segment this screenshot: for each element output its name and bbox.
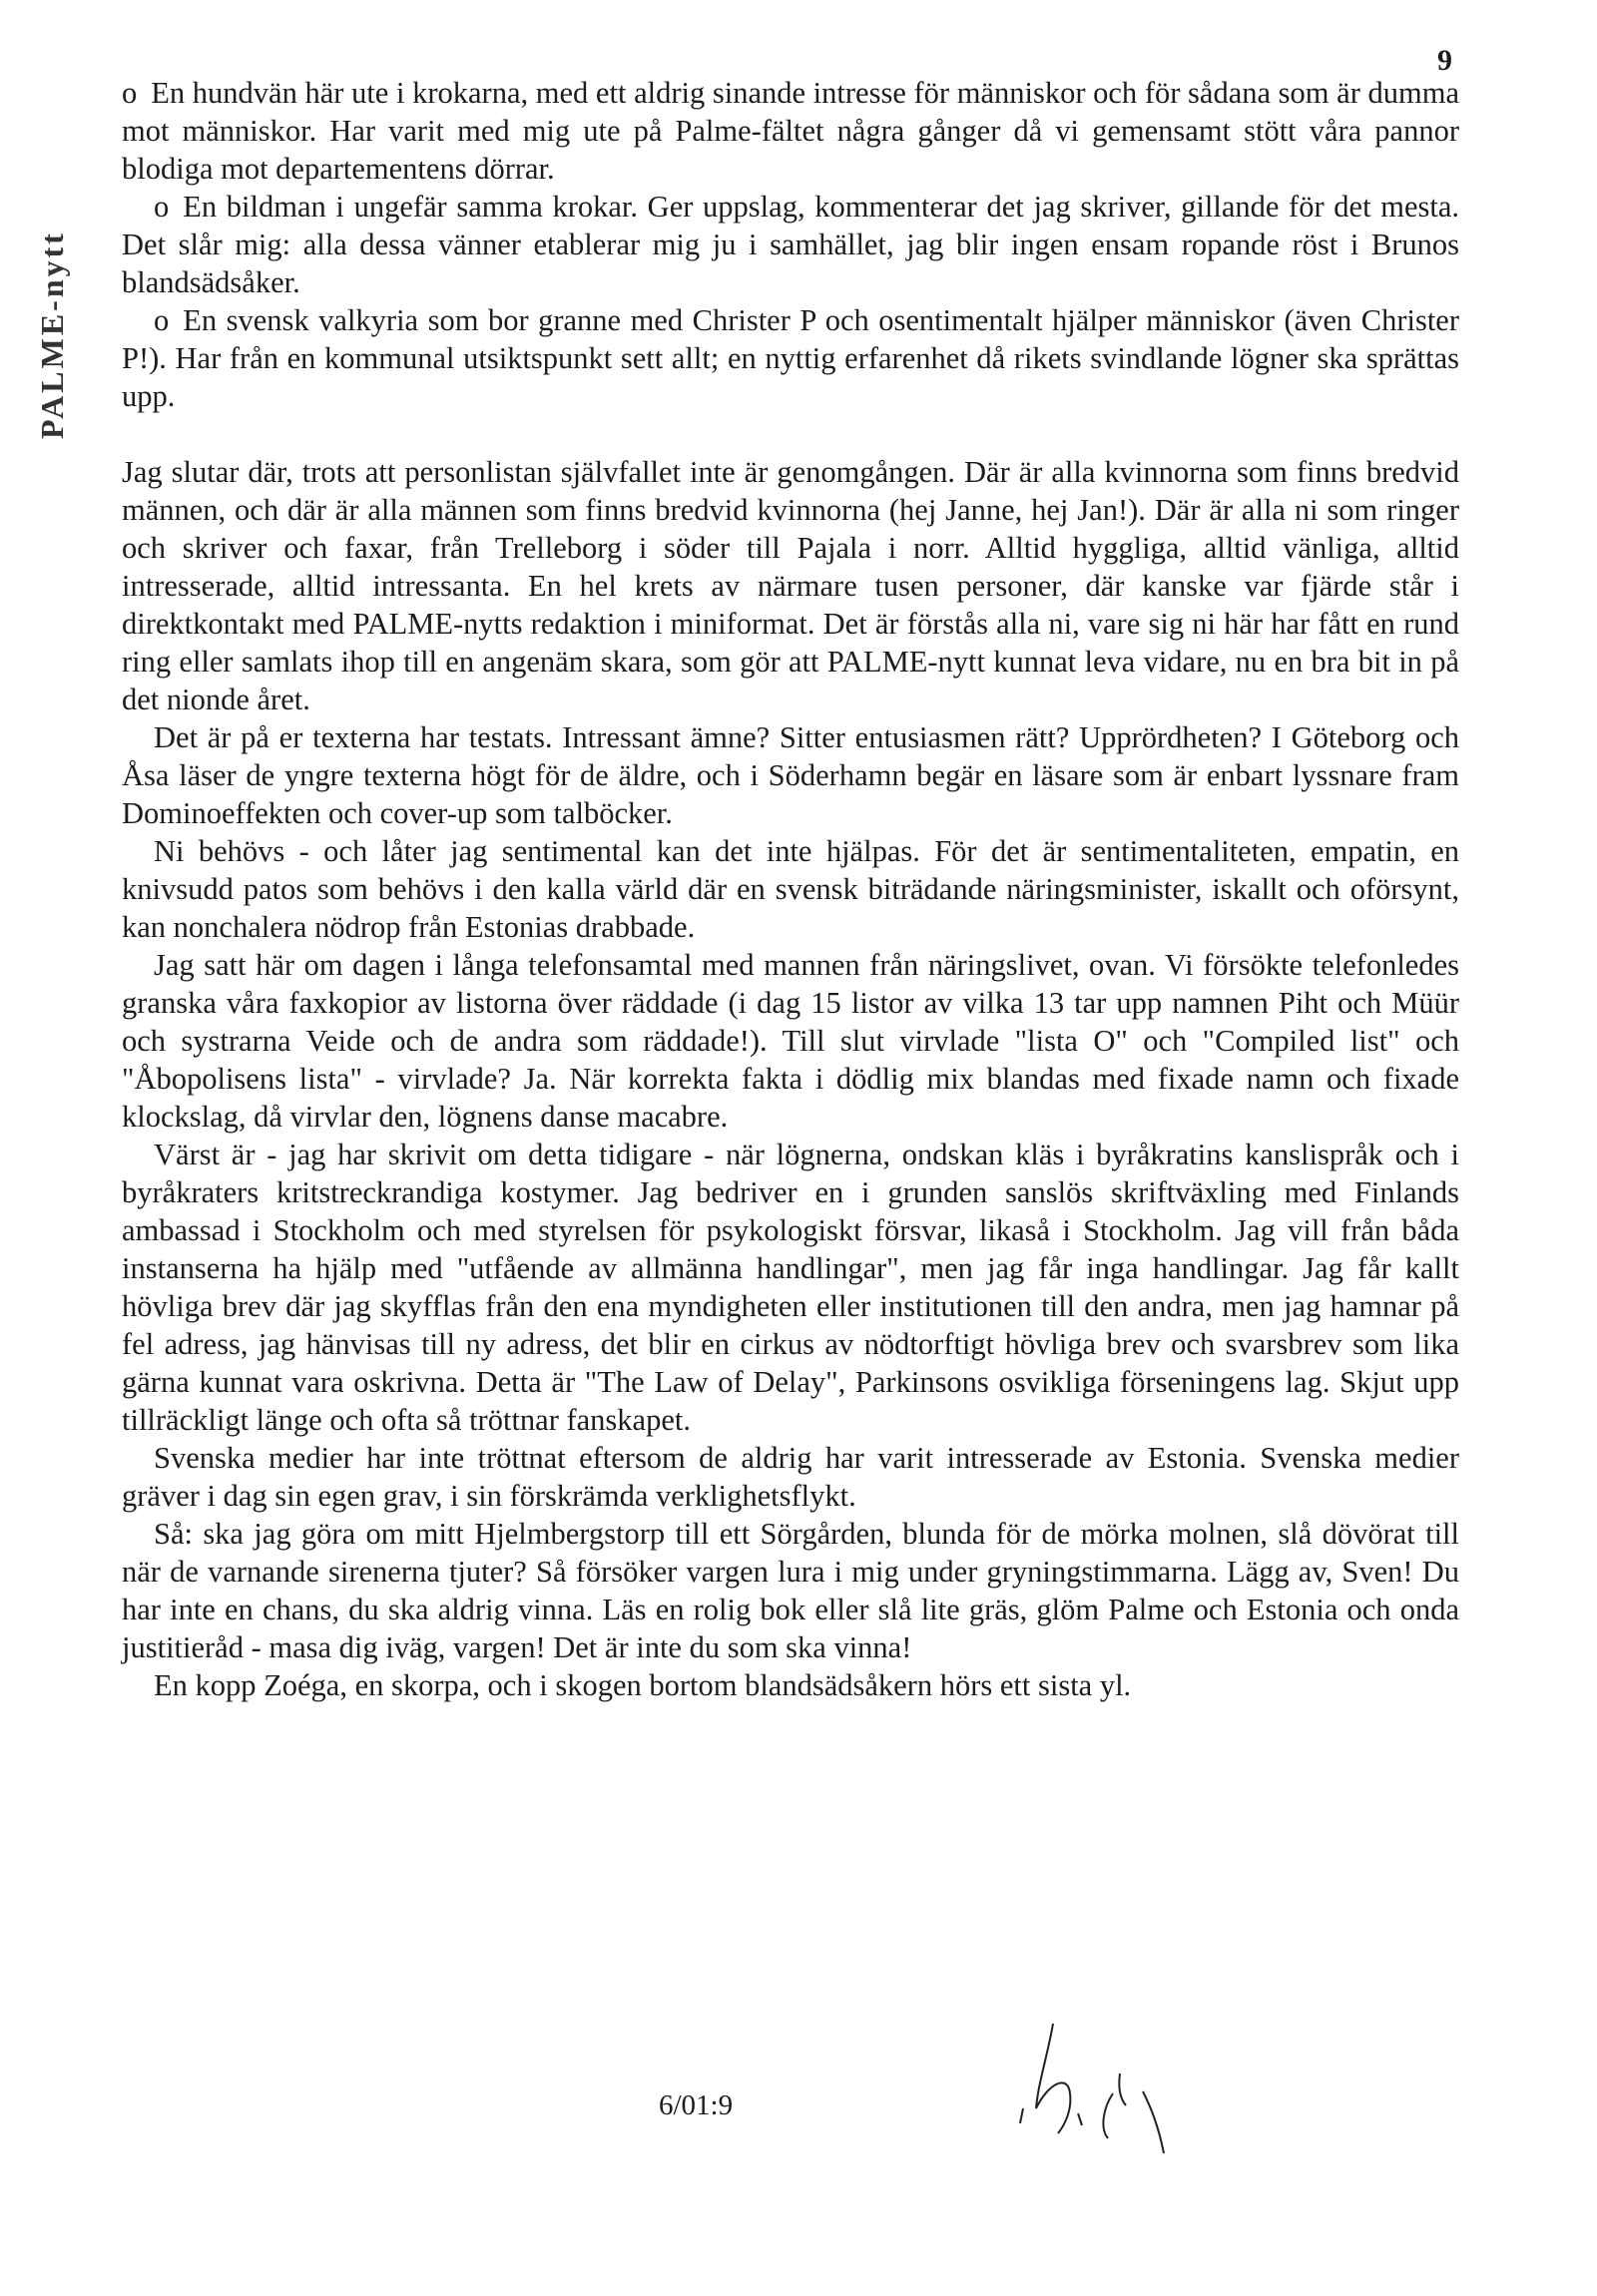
signature-drawing [1008,2014,1218,2163]
paragraph: Värst är - jag har skrivit om detta tidigare - när lögnerna, ondskan kläs i byråkratins kanslispråk och i byråkraters kritstreckrandiga kostymer. Jag bedriver en i grunden sanslös skriftväxling med Finlands ambassad i Stockholm och med styrelsen för psykologiskt försvar, likaså i Stockholm. Jag vill från båda instanserna ha hjälp med "utfående av allmänna handlingar", men jag får inga handlingar. Jag får kallt hövliga brev där jag skyfflas från den ena myndigheten eller institutionen till den andra, men jag hamnar på fel adress, jag hänvisas till ny adress, det blir en cirkus av nödtorftigt hövliga brev och svarsbrev som lika gärna kunnat vara oskrivna. Detta är "The Law of Delay", Parkinsons osvikliga förseningens lag. Skjut upp tillräckligt länge och ofta så tröttnar fanskapet. [122,1138,1459,1437]
paragraph: Ni behövs - och låter jag sentimental kan det inte hjälpas. För det är sentimentaliteten, empatin, en knivsudd patos som behövs i den kalla värld där en svensk biträdande näringsminister, iskallt och oförsynt, kan nonchalera nödrop från Estonias drabbade. [122,834,1459,944]
page-number: 9 [1437,44,1452,77]
paragraph: En kopp Zoéga, en skorpa, och i skogen bortom blandsädsåkern hörs ett sista yl. [154,1668,1132,1702]
paragraph: Jag slutar där, trots att personlistan självfallet inte är genomgången. Där är alla kvinnorna som finns bredvid männen, och där är alla männen som finns bredvid kvinnorna (hej Janne, hej Jan!). Där är alla ni som ringer och skriver och faxar, från Trelleborg i söder till Pajala i norr. Alltid hyggliga, alltid vänliga, alltid intresserade, alltid intressanta. En hel krets av närmare tusen personer, där kanske var fjärde står i direktkontakt med PALME-nytts redaktion i miniformat. Det är förstås alla ni, vare sig ni här har fått en rund ring eller samlats ihop till en angenäm skara, som gör att PALME-nytt kunnat leva vidare, nu en bra bit in på det nionde året. [122,455,1459,716]
bullet-marker: o [154,303,170,337]
paragraph: Svenska medier har inte tröttnat eftersom de aldrig har varit intresserade av Estonia. Svenska medier gräver i dag sin egen grav, i sin förskrämda verklighetsflykt. [122,1441,1459,1513]
bullet-marker: o [122,76,138,110]
paragraph: Jag satt här om dagen i långa telefonsamtal med mannen från näringslivet, ovan. Vi försökte telefonledes granska våra faxkopior av listorna över räddade (i dag 15 listor av vilka 13 tar upp namnen Piht och Müür och systrarna Veide och de andra som räddade!). Till slut virvlade "lista O" och "Compiled list" och "Åbopolisens lista" - virvlade? Ja. När korrekta fakta i dödlig mix blandas med fixade namn och fixade klockslag, då virvlar den, lögnens danse macabre. [122,948,1459,1134]
bullet-text: En hundvän här ute i krokarna, med ett aldrig sinande intresse för människor och för sådana som är dumma mot människor. Har varit med mig ute på Palme-fältet några gånger då vi gemensamt stött våra pannor blodiga mot departementens dörrar. [122,76,1459,186]
bullet-text: En bildman i ungefär samma krokar. Ger uppslag, kommenterar det jag skriver, gillande för det mesta. Det slår mig: alla dessa vänner etablerar mig ju i samhället, jag blir ingen ensam ropande röst i Brunos blandsädsåker. [122,190,1459,299]
paragraph: Det är på er texterna har testats. Intressant ämne? Sitter entusiasmen rätt? Upprördheten? I Göteborg och Åsa läser de yngre texterna högt för de äldre, och i Söderhamn begär en läsare som är enbart lyssnare fram Dominoeffekten och cover-up som talböcker. [122,720,1459,830]
bullet-text: En svensk valkyria som bor granne med Christer P och osentimentalt hjälper människor (även Christer P!). Har från en kommunal utsiktspunkt sett allt; en nyttig erfarenhet då rikets svindlande lögner ska sprättas upp. [122,303,1459,413]
bullet-item [122,188,1459,301]
paragraph: Så: ska jag göra om mitt Hjelmbergstorp till ett Sörgården, blunda för de mörka molnen, slå dövörat till när de varnande sirenerna tjuter? Så försöker vargen lura i mig under gryningstimmarna. Lägg av, Sven! Du har inte en chans, du ska aldrig vinna. Läs en rolig bok eller slå lite gräs, glöm Palme och Estonia och onda justitieråd - masa dig iväg, vargen! Det är inte du som ska vinna! [122,1517,1459,1664]
article-body [122,74,1459,1704]
bullet-item [122,74,1459,188]
side-label-publication: PALME-nytt [34,230,70,439]
footer-issue-code: 6/01:9 [659,2089,734,2121]
handwritten-signature [1008,2014,1218,2163]
bullet-marker: o [154,190,170,224]
bullet-item [122,301,1459,415]
